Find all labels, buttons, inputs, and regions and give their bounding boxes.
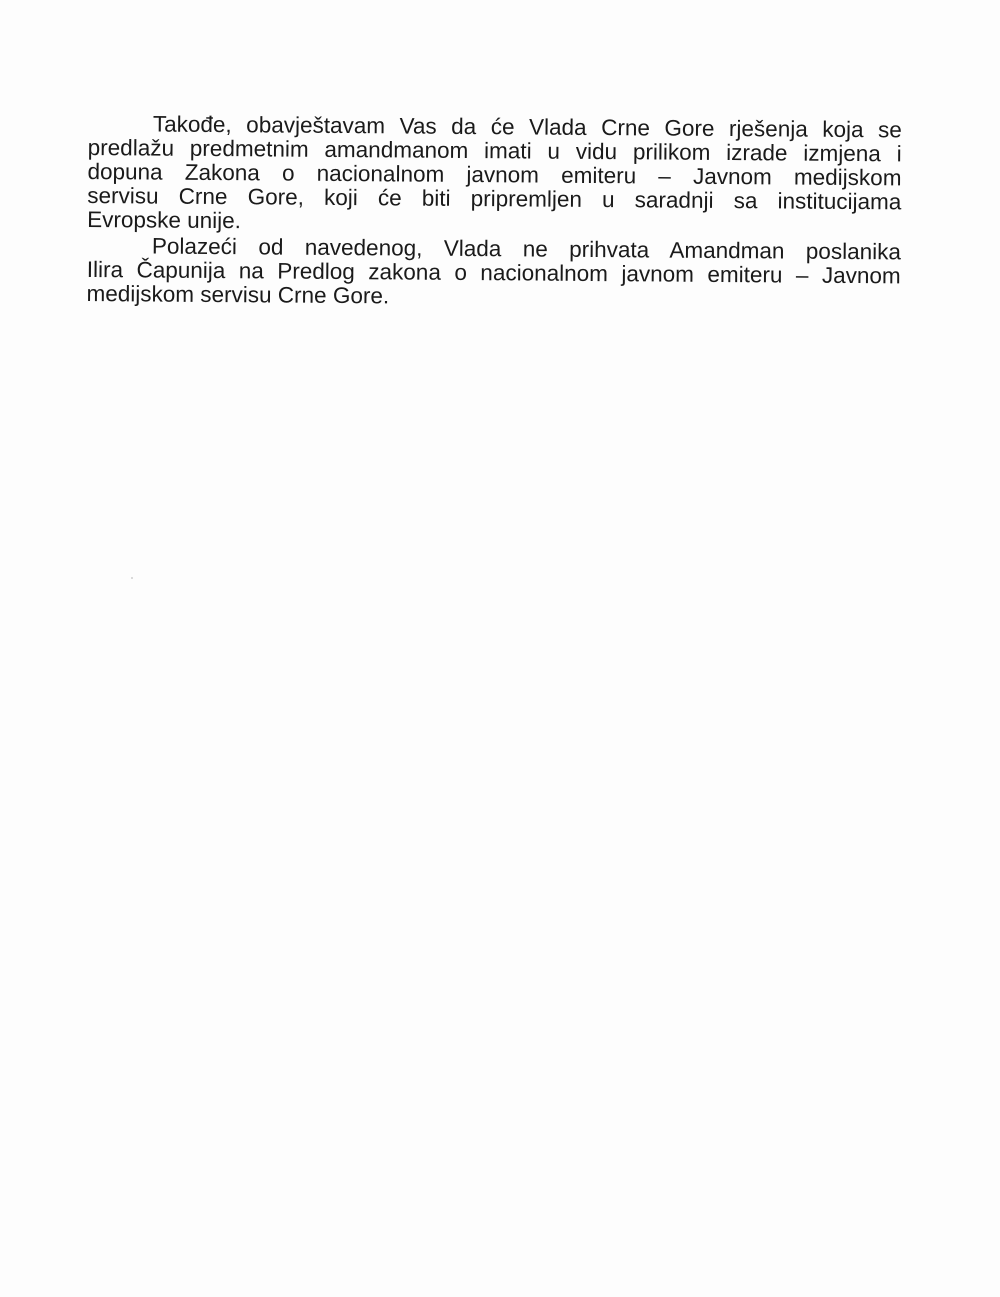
paragraph-line: medijskom servisu Crne Gore. — [86, 280, 390, 309]
paragraph-line: Takođe, obavještavam Vas da će Vlada Crne Gore rješenja koja se — [152, 111, 902, 143]
scan-speck — [131, 577, 133, 579]
paragraph-line: Evropske unije. — [87, 206, 242, 234]
paragraph-line: dopuna Zakona o nacionalnom javnom emiteru – Javnom medijskom — [87, 158, 902, 191]
paragraph-line: Ilira Čapunija na Predlog zakona o nacionalnom javnom emiteru – Javnom — [86, 256, 901, 289]
paragraph-line: predlažu predmetnim amandmanom imati u vidu prilikom izrade izmjena i — [87, 134, 902, 167]
paragraph-2 — [86, 234, 901, 312]
paragraph-line: servisu Crne Gore, koji će biti pripremljen u saradnji sa institucijama — [87, 182, 902, 215]
document-body — [86, 112, 901, 312]
paragraph-1 — [87, 112, 902, 238]
paragraph-line: Polazeći od navedenog, Vlada ne prihvata Amandman poslanika — [151, 233, 902, 265]
